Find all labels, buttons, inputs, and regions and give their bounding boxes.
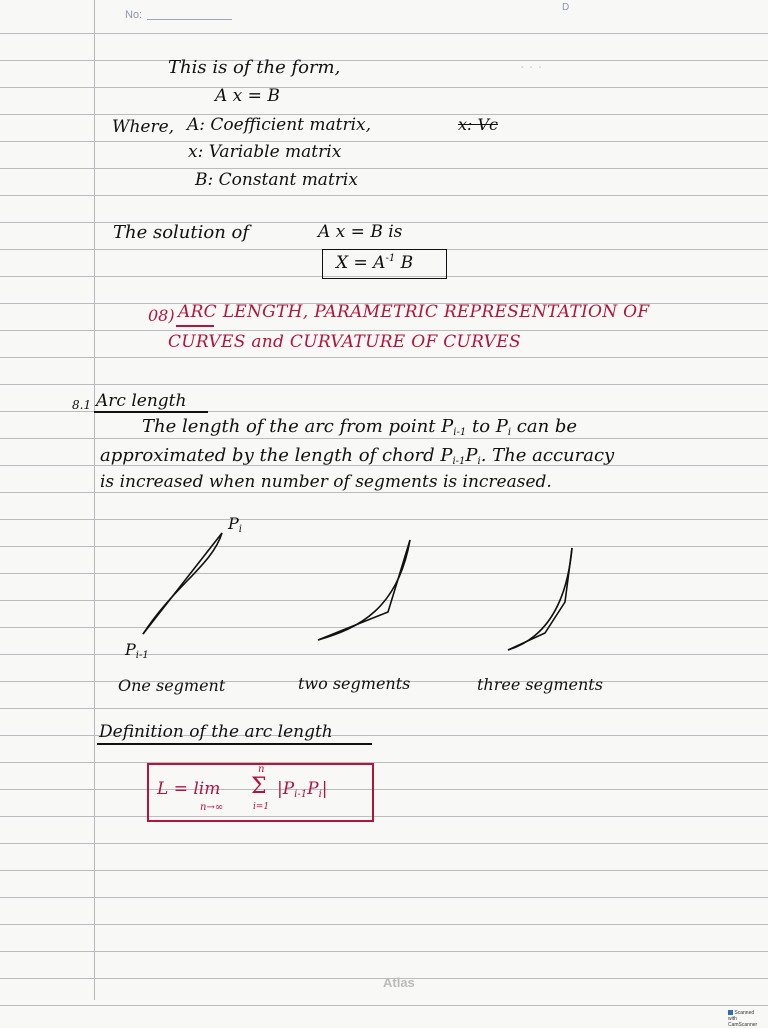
section-title-line2: CURVES and CURVATURE OF CURVES	[168, 332, 521, 352]
intro-line1: This is of the form,	[168, 57, 341, 78]
intro-equation: A x = B	[215, 86, 280, 106]
caption-two-segments: two segments	[298, 674, 411, 693]
formula-sum: Σ	[251, 774, 267, 799]
solution-text: The solution of	[113, 222, 250, 243]
caption-one-segment: One segment	[118, 676, 226, 695]
definition-underline	[97, 743, 372, 745]
section-number: 08)	[148, 306, 175, 325]
subsection-number: 8.1	[72, 398, 92, 412]
label-pi-minus-1: $P_{i-1}$	[125, 640, 149, 661]
formula-limit: n→∞	[200, 802, 224, 813]
section-title-line1: ARC LENGTH, PARAMETRIC REPRESENTATION OF	[178, 302, 650, 322]
paragraph-line2: approximated by the length of chord $P_{i-1}P_i$. The accuracy	[100, 445, 615, 467]
boxed-solution: $X = A^{-1}$ B	[336, 253, 414, 273]
chord-2	[318, 540, 410, 640]
where-label: Where,	[112, 117, 175, 137]
formula-lim: L = lim	[157, 779, 221, 799]
label-pi: $P_i$	[228, 514, 242, 535]
date-label: D	[562, 2, 570, 13]
no-label: No:	[125, 9, 143, 21]
formula-body: $|P_{i-1}P_i|$	[277, 779, 328, 800]
x-definition: x: Variable matrix	[188, 142, 342, 162]
caption-three-segments: three segments	[477, 675, 603, 694]
paragraph-line3: is increased when number of segments is increased.	[100, 472, 552, 492]
scanner-icon	[728, 1010, 733, 1015]
solution-equation: A x = B is	[318, 222, 403, 242]
subsection-title: Arc length	[96, 391, 187, 411]
brand-logo: Atlas	[383, 975, 415, 990]
b-definition: B: Constant matrix	[195, 170, 358, 190]
arc-curve-2	[318, 540, 410, 640]
chord-1	[143, 533, 222, 634]
a-definition: A: Coefficient matrix,	[187, 115, 372, 135]
bleed-through: · · ·	[520, 60, 543, 76]
struck-text: x: Vc	[458, 115, 499, 134]
formula-sum-top: n	[258, 764, 265, 775]
paragraph-line1: The length of the arc from point $P_{i-1}$ to $P_i$ can be	[142, 416, 578, 438]
chord-3	[508, 548, 572, 650]
definition-heading: Definition of the arc length	[99, 722, 333, 742]
formula-sum-bottom: i=1	[253, 802, 270, 812]
scanner-watermark: Scanned with CamScanner	[728, 1010, 758, 1028]
